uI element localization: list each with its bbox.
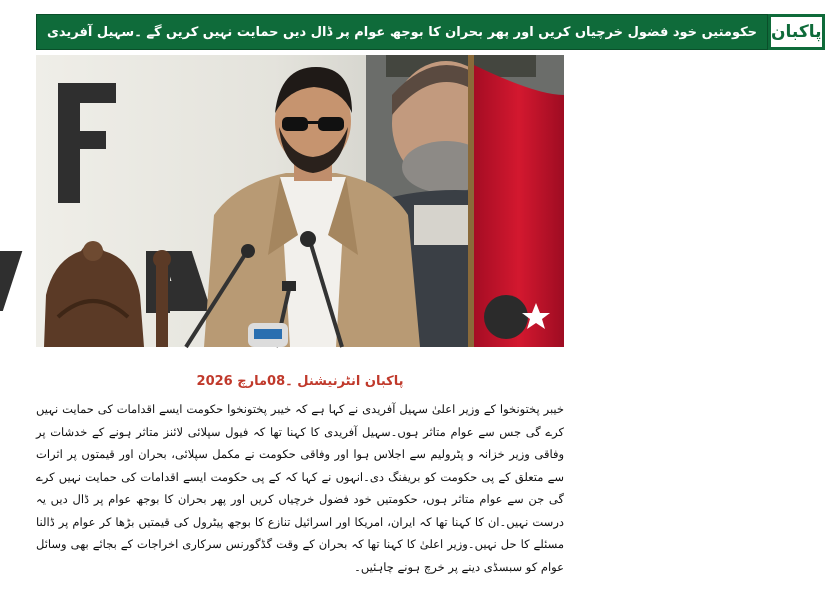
article-body: خیبر پختونخوا کے وزیر اعلیٰ سہیل آفریدی نے کہا ہے کہ خیبر پختونخوا حکومت ایسے اقدامات کی حمایت نہیں کرے گی جس سے عوام متاثر ہوں۔سہیل آفریدی کا کہنا تھا کہ فیول سپلائی لائنز متاثر ہونے کے خدشات پر وفاقی وزیر خزانہ و پٹرولیم سے اجلاس ہوا اور وفاقی حکومت نے مکمل سپلائی، بحران اور قیمتوں پر اثرات سے متعلق کے پی حکومت کو بریفنگ دی۔انہوں نے کہا کہ کے پی حکومت ایسے اقدامات کی حمایت نہیں کرے گی جن سے عوام متاثر ہوں، حکومتیں خود فضول خرچیاں کریں اور پھر بحران کا بوجھ عوام پر ڈال دیں یہ درست نہیں۔ان کا کہنا تھا کہ ایران، امریکا اور اسرائیل تنازع کا بوجھ پیٹرول کی قیمتیں بڑھا کر عوام پر ڈالنا مسئلے کا حل نہیں۔وزیر اعلیٰ کا کہنا تھا کہ بحران کے وقت گڈگورنس سرکاری اخراجات کے بجائے بھی وسائل عوام کو سبسڈی دینے پر خرچ ہونے چاہئیں۔ (36, 402, 564, 574)
headline-text: حکومتیں خود فضول خرچیاں کریں اور پھر بحران کا بوجھ عوام پر ڈال دیں حمایت نہیں کریں گے ۔سہیل آفریدی (36, 14, 768, 50)
dateline: پاکبان انٹرنیشنل ۔08مارچ 2026 (196, 374, 404, 389)
red-flag (468, 55, 564, 347)
brand-logo: پاکبان (768, 14, 825, 50)
headline-bar (36, 14, 822, 50)
news-photo-illustration (36, 55, 564, 347)
news-photo (36, 55, 564, 347)
